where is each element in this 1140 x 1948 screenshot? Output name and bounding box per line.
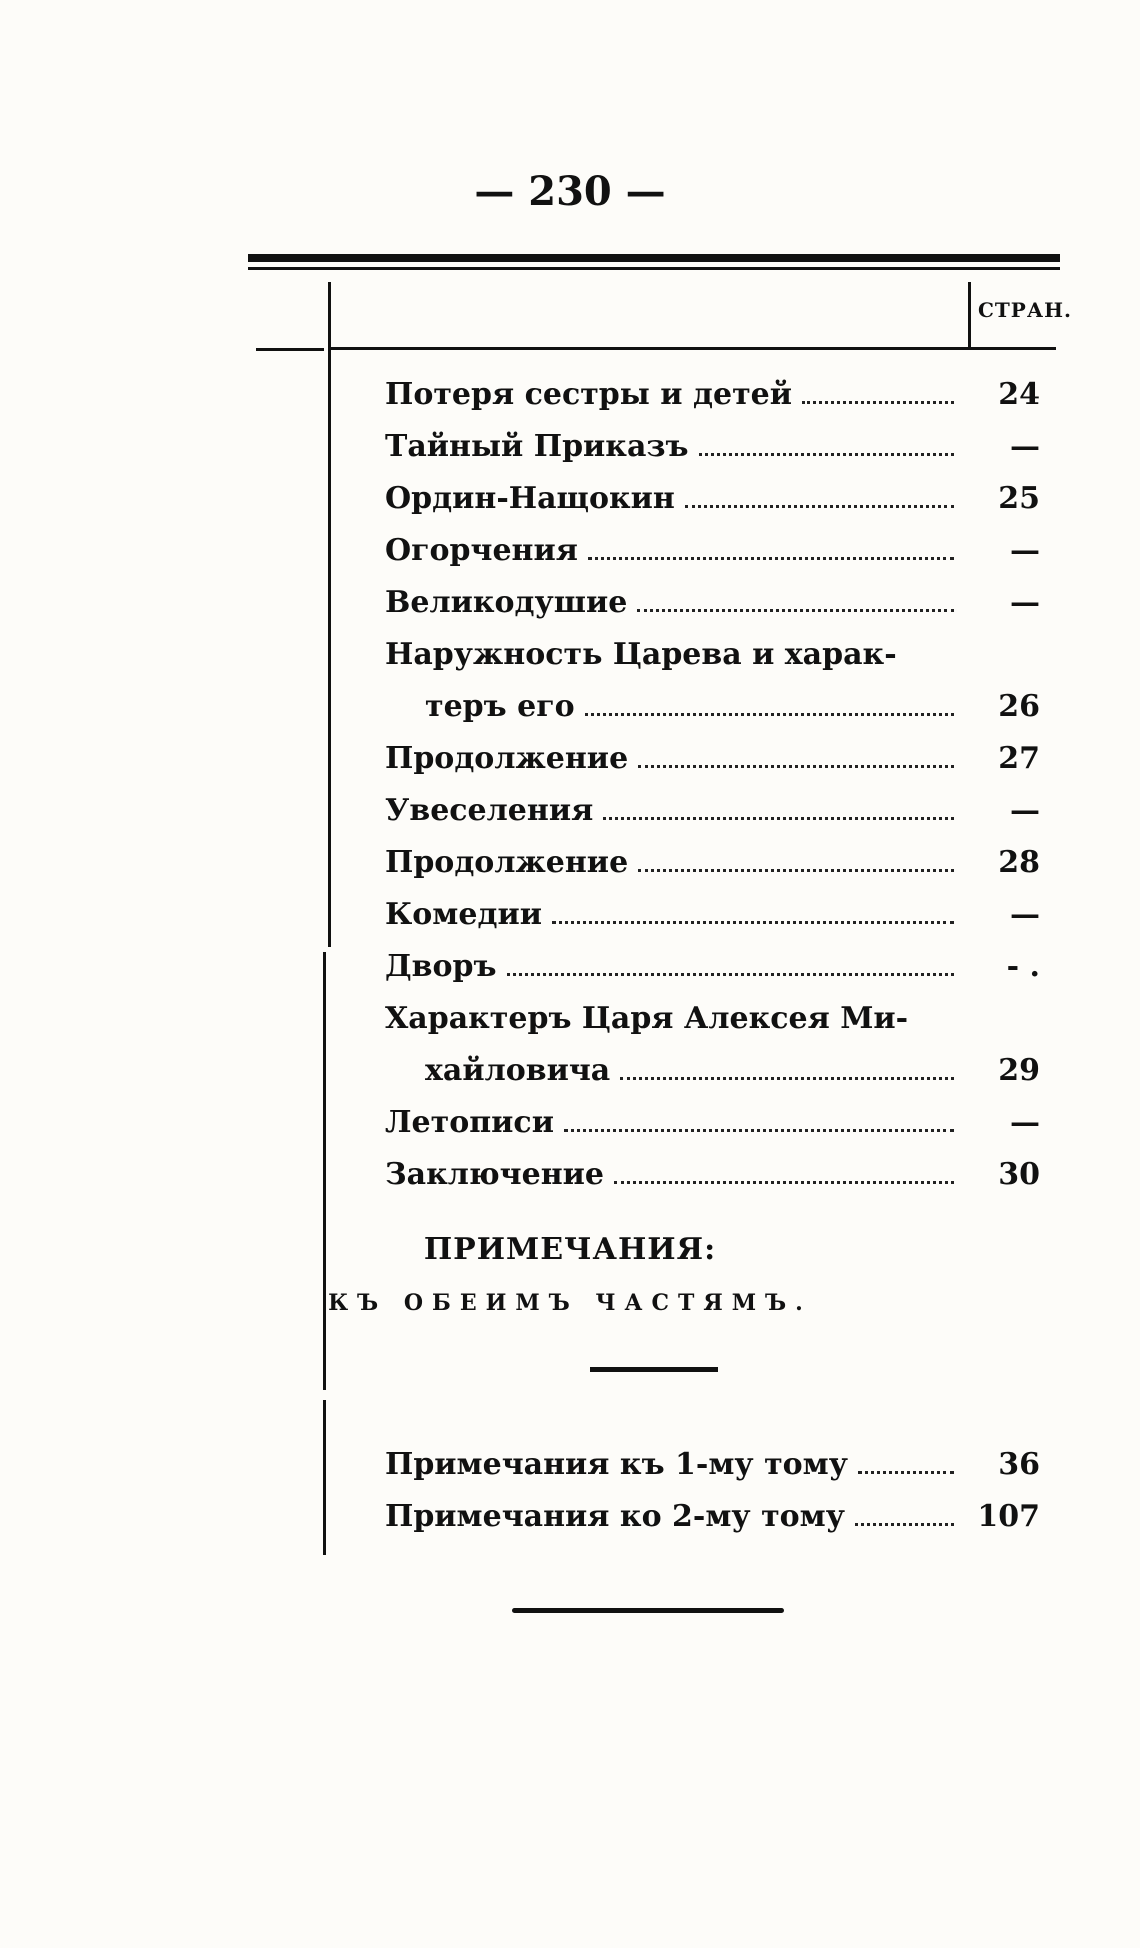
entry-title: Великодушие: [385, 585, 628, 620]
notes-subheading: КЪ ОБЕИМЪ ЧАСТЯМЪ.: [328, 1290, 812, 1316]
table-left-border-lower: [323, 1400, 326, 1555]
entry-page: 24: [998, 377, 1040, 412]
toc-entry: [385, 880, 1040, 932]
entry-title: хайловича: [425, 1053, 611, 1088]
entry-page: 30: [998, 1157, 1040, 1192]
toc-entry-first-line: [385, 620, 1040, 672]
entry-title: теръ его: [425, 689, 575, 724]
entry-page: —: [1010, 585, 1040, 620]
dot-leader: [585, 713, 954, 716]
entry-page: 25: [998, 481, 1040, 516]
dot-leader: [588, 557, 954, 560]
entry-page: —: [1010, 1105, 1040, 1140]
dot-leader: [638, 765, 954, 768]
entry-title: Дворъ: [385, 949, 497, 984]
entry-title: Продолжение: [385, 845, 629, 880]
dot-leader: [507, 973, 954, 976]
entry-page: —: [1010, 533, 1040, 568]
entry-title: Тайный Приказъ: [385, 429, 689, 464]
entry-title: Потеря сестры и детей: [385, 377, 793, 412]
header-bottom-rule: [330, 347, 1056, 350]
notes-entry: [385, 1482, 1040, 1534]
entry-page: —: [1010, 897, 1040, 932]
toc-entry: [385, 1088, 1040, 1140]
entry-page: —: [1010, 793, 1040, 828]
header-rule-thin: [248, 267, 1060, 270]
dot-leader: [603, 817, 954, 820]
entry-title: Комедии: [385, 897, 542, 932]
table-left-border-upper: [328, 282, 331, 947]
entry-title: Летописи: [385, 1105, 554, 1140]
entry-page: —: [1010, 429, 1040, 464]
entry-page: 26: [998, 689, 1040, 724]
toc-entry-continuation: [425, 1036, 1040, 1088]
entry-page: 107: [977, 1499, 1040, 1534]
toc-entry: [385, 828, 1040, 880]
toc-entry: [385, 932, 1040, 984]
entry-title: Примечания ко 2-му тому: [385, 1499, 845, 1534]
entry-page: 27: [998, 741, 1040, 776]
dot-leader: [552, 921, 954, 924]
entry-title: Продолжение: [385, 741, 629, 776]
entry-page: 29: [998, 1053, 1040, 1088]
toc-entry: [385, 412, 1040, 464]
entry-title: Примечания къ 1-му тому: [385, 1447, 848, 1482]
table-left-border-middle: [323, 952, 326, 1390]
notes-entry: [385, 1430, 1040, 1482]
entry-title: Огорчения: [385, 533, 578, 568]
dot-leader: [638, 869, 954, 872]
notes-heading: ПРИМЕЧАНИЯ:: [423, 1232, 717, 1267]
dot-leader: [564, 1129, 954, 1132]
toc-entry: [385, 724, 1040, 776]
entry-title: Наружность Царева и харак-: [385, 637, 897, 672]
toc-entry: [385, 776, 1040, 828]
toc-entry-continuation: [425, 672, 1040, 724]
entry-page: 36: [998, 1447, 1040, 1482]
page-column-header: СТРАН.: [978, 298, 1072, 322]
toc-entry: [385, 568, 1040, 620]
header-stub-rule: [256, 348, 324, 351]
notes-divider: [590, 1367, 718, 1372]
end-ornament-rule: [512, 1608, 784, 1613]
page-number: — 230 —: [474, 168, 666, 215]
entry-page: - .: [1006, 949, 1040, 984]
dot-leader: [699, 453, 954, 456]
dot-leader: [614, 1181, 954, 1184]
dot-leader: [620, 1077, 954, 1080]
toc-entry: [385, 360, 1040, 412]
entry-title: Характеръ Царя Алексея Ми-: [385, 1001, 909, 1036]
toc-entry: [385, 1140, 1040, 1192]
dot-leader: [855, 1523, 954, 1526]
dot-leader: [858, 1471, 954, 1474]
dot-leader: [685, 505, 954, 508]
entry-title: Ордин-Нащокин: [385, 481, 675, 516]
entry-title: Увеселения: [385, 793, 594, 828]
entry-title: Заключение: [385, 1157, 604, 1192]
dot-leader: [802, 401, 954, 404]
toc-entry-first-line: [385, 984, 1040, 1036]
toc-entry: [385, 516, 1040, 568]
toc-entry: [385, 464, 1040, 516]
header-rule-thick: [248, 254, 1060, 262]
page-column-divider: [968, 282, 971, 347]
entry-page: 28: [998, 845, 1040, 880]
dot-leader: [637, 609, 954, 612]
